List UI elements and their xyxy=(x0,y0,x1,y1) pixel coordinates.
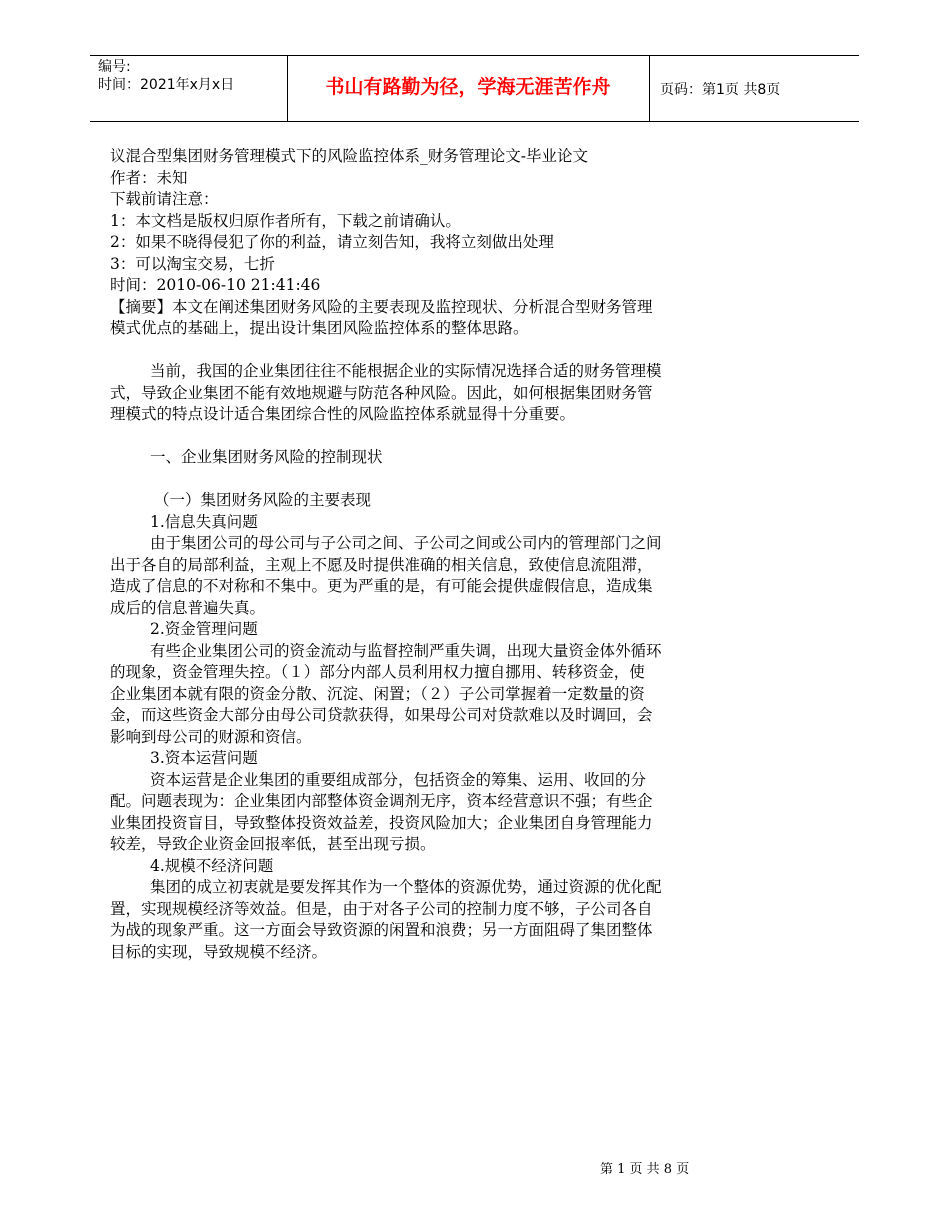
paragraph-line: 式，导致企业集团不能有效地规避与防范各种风险。因此，如何根据集团财务管 xyxy=(110,383,653,402)
header-top-rule xyxy=(90,55,859,56)
page-footer: 第 1 页 共 8 页 xyxy=(600,1162,690,1177)
paragraph-line: 目标的实现，导致规模不经济。 xyxy=(110,942,328,961)
notice-item: 3：可以淘宝交易，七折 xyxy=(110,254,275,273)
paragraph-line: 金，而这些资金大部分由母公司贷款获得，如果母公司对贷款难以及时调回，会 xyxy=(110,706,653,724)
paragraph-line: 成后的信息普遍失真。 xyxy=(110,598,266,617)
paragraph-line: 配。问题表现为：企业集团内部整体资金调剂无序，资本经营意识不强；有些企 xyxy=(110,792,653,810)
header-divider-right xyxy=(649,55,650,121)
notice-item: 1：本文档是版权归原作者所有，下载之前请确认。 xyxy=(110,211,461,230)
publish-time: 时间：2010-06-10 21:41:46 xyxy=(110,276,321,294)
paragraph-line: 的现象，资金管理失控。（１）部分内部人员利用权力擅自挪用、转移资金，使 xyxy=(110,663,645,681)
subsection-heading: （一）集团财务风险的主要表现 xyxy=(154,491,372,509)
header-meta xyxy=(98,58,234,94)
paragraph-line: 影响到母公司的财源和资信。 xyxy=(110,727,312,746)
header-page-info: 页码：第1页 共8页 xyxy=(660,82,781,98)
paragraph-line: 较差，导致企业资金回报率低，甚至出现亏损。 xyxy=(110,835,436,853)
paragraph-line: 当前，我国的企业集团往往不能根据企业的实际情况选择合适的财务管理模 xyxy=(150,362,662,380)
paragraph-line: 为战的现象严重。这一方面会导致资源的闲置和浪费；另一方面阻碍了集团整体 xyxy=(110,921,653,939)
document-title: 议混合型集团财务管理模式下的风险监控体系_财务管理论文-毕业论文 xyxy=(110,147,588,165)
item-heading: 2.资金管理问题 xyxy=(150,620,258,638)
header-motto: 书山有路勤为径，学海无涯苦作舟 xyxy=(325,76,611,98)
paragraph-line: 造成了信息的不对称和不集中。更为严重的是，有可能会提供虚假信息，造成集 xyxy=(110,577,653,595)
paragraph-line: 企业集团本就有限的资金分散、沉淀、闲置；（２）子公司掌握着一定数量的资 xyxy=(110,684,645,703)
paragraph-line: 理模式的特点设计适合集团综合性的风险监控体系就显得十分重要。 xyxy=(110,405,576,423)
paragraph-line: 业集团投资盲目，导致整体投资效益差，投资风险加大；企业集团自身管理能力 xyxy=(110,813,653,832)
paragraph-line: 出于各自的局部利益，主观上不愿及时提供准确的相关信息，致使信息流阻滞， xyxy=(110,555,653,574)
paragraph-line: 有些企业集团公司的资金流动与监督控制严重失调，出现大量资金体外循环 xyxy=(150,641,662,660)
section-heading: 一、企业集团财务风险的控制现状 xyxy=(150,448,383,466)
download-notice-heading: 下载前请注意： xyxy=(110,190,219,208)
header-bottom-rule xyxy=(90,121,859,122)
abstract-line: 【摘要】本文在阐述集团财务风险的主要表现及监控现状、分析混合型财务管理 xyxy=(110,297,653,316)
item-heading: 4.规模不经济问题 xyxy=(150,856,274,875)
notice-item: 2：如果不晓得侵犯了你的利益，请立刻告知，我将立刻做出处理 xyxy=(110,233,554,251)
abstract-line: 模式优点的基础上，提出设计集团风险监控体系的整体思路。 xyxy=(110,319,529,337)
document-number-label: 编号: xyxy=(98,59,131,75)
paragraph-line: 集团的成立初衷就是要发挥其作为一个整体的资源优势，通过资源的优化配 xyxy=(150,878,662,896)
item-heading: 1.信息失真问题 xyxy=(150,512,258,531)
document-time-label: 时间：2021年x月x日 xyxy=(98,77,235,93)
paragraph-line: 置，实现规模经济等效益。但是，由于对各子公司的控制力度不够，子公司各自 xyxy=(110,899,653,918)
document-body xyxy=(110,146,770,963)
paragraph-line: 资本运营是企业集团的重要组成部分，包括资金的筹集、运用、收回的分 xyxy=(150,770,647,789)
author-line: 作者：未知 xyxy=(110,168,188,187)
paragraph-line: 由于集团公司的母公司与子公司之间、子公司之间或公司内的管理部门之间 xyxy=(150,534,662,552)
item-heading: 3.资本运营问题 xyxy=(150,749,258,767)
